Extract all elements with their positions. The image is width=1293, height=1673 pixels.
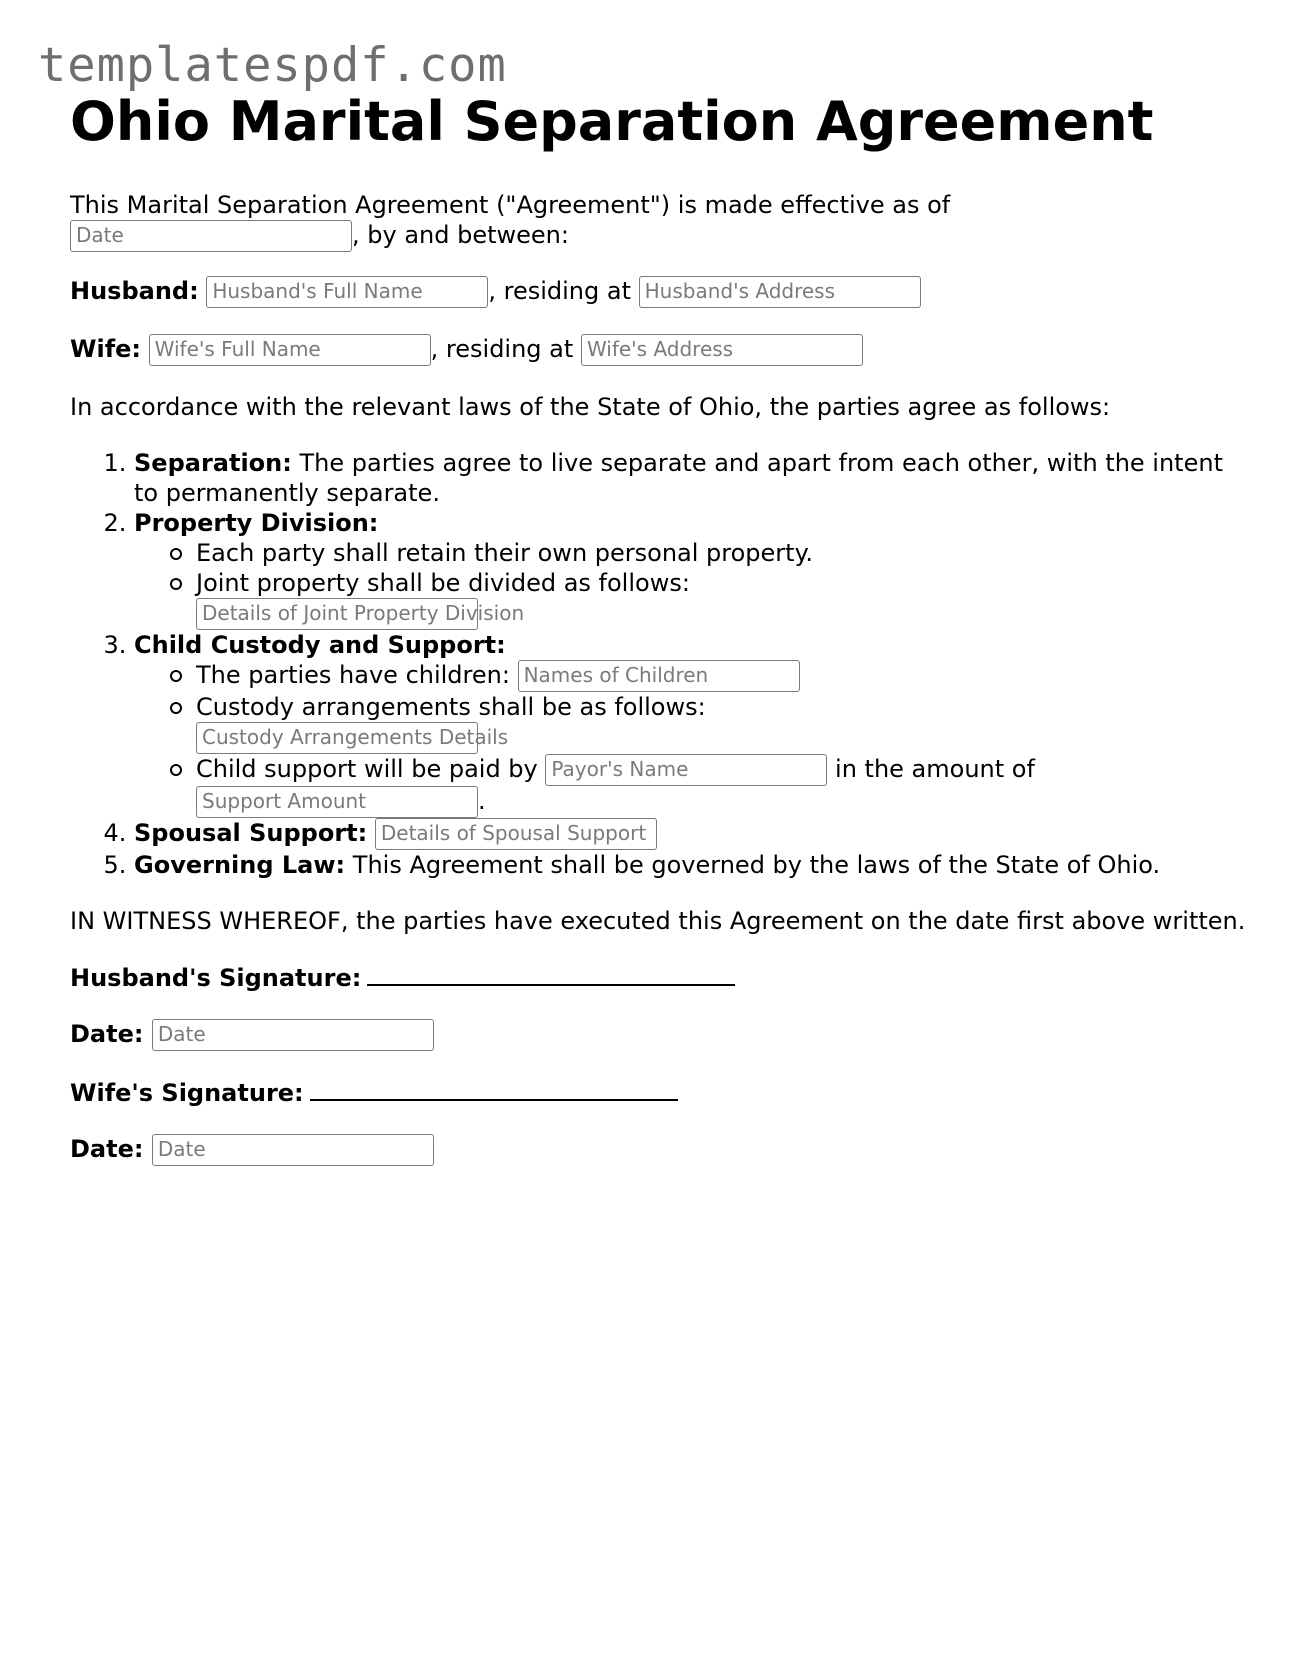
payor-name-field[interactable]: Payor's Name (545, 754, 827, 786)
effective-date-field[interactable]: Date (70, 220, 352, 252)
husband-date-field[interactable]: Date (152, 1019, 434, 1051)
husband-date-label: Date: (70, 1020, 144, 1048)
husband-signature-label: Husband's Signature: (70, 964, 362, 992)
clause-spousal-support (134, 818, 1250, 850)
list-item (196, 568, 1250, 630)
husband-row (70, 276, 1250, 308)
husband-label: Husband: (70, 277, 199, 305)
spousal-heading: Spousal Support: (134, 819, 368, 847)
husband-name-field[interactable]: Husband's Full Name (206, 276, 488, 308)
support-text: Child support will be paid by (196, 755, 538, 783)
wife-label: Wife: (70, 335, 142, 363)
wife-address-field[interactable]: Wife's Address (581, 334, 863, 366)
husband-residing-text: , residing at (488, 277, 631, 305)
accordance-paragraph: In accordance with the relevant laws of the State of Ohio, the parties agree as follows: (70, 393, 1111, 421)
clause-governing-law (134, 850, 1250, 880)
support-amount-field[interactable]: Support Amount (196, 786, 478, 818)
wife-row (70, 334, 1250, 366)
clauses-list (70, 448, 1250, 880)
wife-signature-line[interactable] (310, 1077, 678, 1101)
wife-date-row (70, 1134, 1250, 1166)
husband-signature-line[interactable] (367, 962, 735, 986)
support-end: . (478, 787, 486, 815)
property-heading: Property Division: (134, 509, 379, 537)
clause-separation (134, 448, 1250, 508)
wife-signature-label: Wife's Signature: (70, 1079, 304, 1107)
custody-arrangements-field[interactable]: Custody Arrangements Details (196, 722, 478, 754)
list-item (196, 538, 1250, 568)
children-text: The parties have children: (196, 661, 510, 689)
intro-after-text: , by and between: (352, 221, 569, 249)
spousal-support-field[interactable]: Details of Spousal Support (375, 818, 657, 850)
husband-date-row (70, 1019, 1250, 1051)
witness-paragraph: IN WITNESS WHEREOF, the parties have executed this Agreement on the date first above written. (70, 907, 1246, 935)
wife-signature-row (70, 1077, 1250, 1108)
list-item (196, 754, 1250, 818)
list-item (196, 692, 1250, 754)
arrangements-text: Custody arrangements shall be as follows: (196, 693, 706, 721)
custody-heading: Child Custody and Support: (134, 631, 506, 659)
property-item-joint: Joint property shall be divided as follows: (196, 569, 690, 597)
separation-text: The parties agree to live separate and apart from each other, with the intent to permanently separate. (134, 449, 1223, 507)
page-title: Ohio Marital Separation Agreement (70, 90, 1154, 153)
property-item-personal: Each party shall retain their own personal property. (196, 539, 813, 567)
husband-address-field[interactable]: Husband's Address (639, 276, 921, 308)
intro-paragraph (70, 190, 1250, 252)
amount-text: in the amount of (835, 755, 1035, 783)
children-names-field[interactable]: Names of Children (518, 660, 800, 692)
custody-sublist (134, 660, 1250, 818)
wife-residing-text: , residing at (430, 335, 574, 363)
separation-heading: Separation: (134, 449, 292, 477)
clause-property-division (134, 508, 1250, 630)
joint-property-field[interactable]: Details of Joint Property Division (196, 598, 478, 630)
governing-heading: Governing Law: (134, 851, 346, 879)
governing-text: This Agreement shall be governed by the laws of the State of Ohio. (352, 851, 1161, 879)
wife-date-label: Date: (70, 1135, 144, 1163)
property-sublist (134, 538, 1250, 630)
intro-text: This Marital Separation Agreement ("Agreement") is made effective as of (70, 191, 951, 219)
clause-child-custody (134, 630, 1250, 818)
watermark: templatespdf.com (38, 38, 507, 93)
list-item (196, 660, 1250, 692)
document-page (70, 90, 1250, 1192)
husband-signature-row (70, 962, 1250, 993)
wife-name-field[interactable]: Wife's Full Name (149, 334, 431, 366)
wife-date-field[interactable]: Date (152, 1134, 434, 1166)
